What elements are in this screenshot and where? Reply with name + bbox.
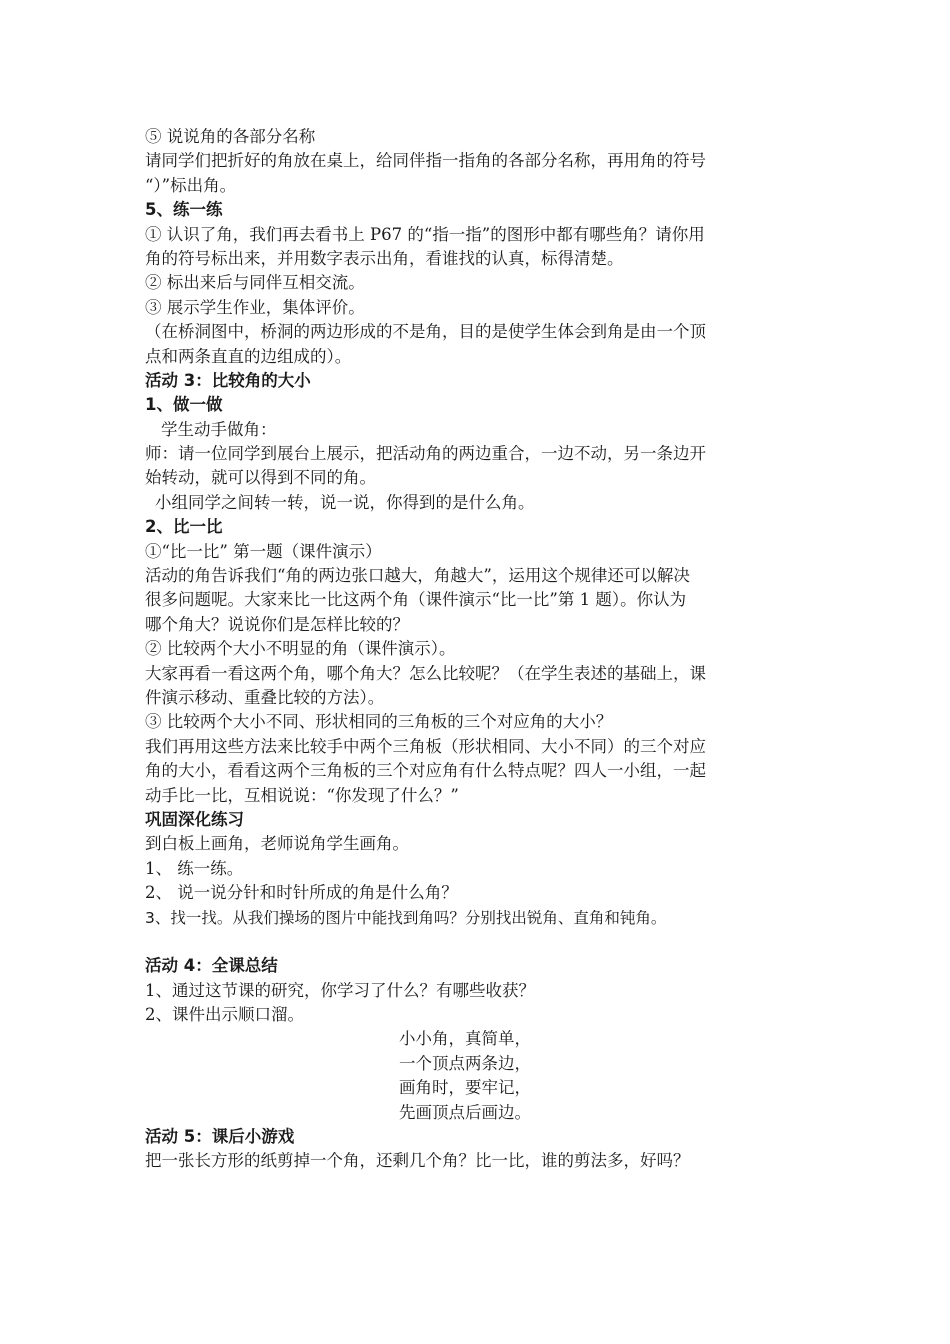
list-item: 2、课件出示顺口溜。: [145, 1005, 304, 1025]
rhyme-line: 小小角，真简单，: [399, 1029, 531, 1049]
paragraph-line: 点和两条直直的边组成的）。: [145, 346, 352, 366]
paragraph-line: 角的大小，看看这两个三角板的三个对应角有什么特点呢？四人一小组，一起: [145, 761, 706, 781]
paragraph-line: 请同学们把折好的角放在桌上，给同伴指一指角的各部分名称，再用角的符号: [145, 151, 706, 171]
blank-line: [145, 930, 815, 954]
activity-5-heading: 活动 5：课后小游戏: [145, 1127, 295, 1147]
paragraph-line: “）”标出角。: [145, 175, 237, 195]
paragraph-line: 到白板上画角，老师说角学生画角。: [145, 834, 409, 854]
paragraph-line: 大家再看一看这两个角，哪个角大？怎么比较呢？（在学生表述的基础上，课: [145, 663, 706, 683]
rhyme-line: 画角时，要牢记，: [399, 1078, 531, 1098]
paragraph-line: 学生动手做角：: [161, 419, 277, 439]
paragraph-line: （在桥洞图中，桥洞的两边形成的不是角，目的是使学生体会到角是由一个顶: [145, 322, 706, 342]
list-item: 1、 练一练。: [145, 858, 244, 878]
paragraph-line: 很多问题呢。大家来比一比这两个角（课件演示“比一比”第 1 题）。你认为: [145, 590, 687, 610]
paragraph-line: 活动的角告诉我们“角的两边张口越大，角越大”，运用这个规律还可以解决: [145, 566, 690, 586]
paragraph-line: 师：请一位同学到展台上展示，把活动角的两边重合，一边不动，另一条边开: [145, 444, 706, 464]
paragraph-line: 角的符号标出来，并用数字表示出角，看谁找的认真，标得清楚。: [145, 248, 624, 268]
activity-4-heading: 活动 4：全课总结: [145, 956, 278, 976]
list-item: 2、 说一说分针和时针所成的角是什么角？: [145, 883, 458, 903]
paragraph-line: 小组同学之间转一转，说一说，你得到的是什么角。: [155, 492, 535, 512]
activity-3-heading: 活动 3：比较角的大小: [145, 370, 311, 390]
consolidation-heading: 巩固深化练习: [145, 809, 244, 829]
document-page: [145, 125, 815, 1174]
paragraph-line: 把一张长方形的纸剪掉一个角，还剩几个角？比一比，谁的剪法多，好吗？: [145, 1151, 690, 1171]
paragraph-line: ② 比较两个大小不明显的角（课件演示）。: [145, 639, 456, 659]
list-item: 3、找一找。从我们操场的图片中能找到角吗？分别找出锐角、直角和钝角。: [145, 908, 667, 927]
rhyme-line: 先画顶点后画边。: [399, 1102, 531, 1122]
rhyme-line: 一个顶点两条边，: [399, 1053, 531, 1073]
paragraph-line: ①“比一比” 第一题（课件演示）: [145, 541, 382, 561]
paragraph-line: 我们再用这些方法来比较手中两个三角板（形状相同、大小不同）的三个对应: [145, 736, 706, 756]
paragraph-line: ③ 展示学生作业，集体评价。: [145, 297, 365, 317]
section-heading-practice: 5、练一练: [145, 200, 223, 220]
paragraph-line: ③ 比较两个大小不同、形状相同的三角板的三个对应角的大小？: [145, 712, 613, 732]
paragraph-line: 动手比一比，互相说说：“你发现了什么？”: [145, 785, 459, 805]
paragraph-line: 哪个角大？说说你们是怎样比较的？: [145, 614, 409, 634]
list-item: 1、通过这节课的研究，你学习了什么？有哪些收获？: [145, 980, 535, 1000]
paragraph-line: ① 认识了角，我们再去看书上 P67 的“指一指”的图形中都有哪些角？请你用: [145, 224, 705, 244]
paragraph-line: 件演示移动、重叠比较的方法）。: [145, 687, 385, 707]
subsection-heading-do: 1、做一做: [145, 395, 223, 415]
paragraph-line: 始转动，就可以得到不同的角。: [145, 468, 376, 488]
step-label-5: ⑤ 说说角的各部分名称: [145, 127, 316, 146]
paragraph-line: ② 标出来后与同伴互相交流。: [145, 273, 365, 293]
subsection-heading-compare: 2、比一比: [145, 517, 223, 537]
